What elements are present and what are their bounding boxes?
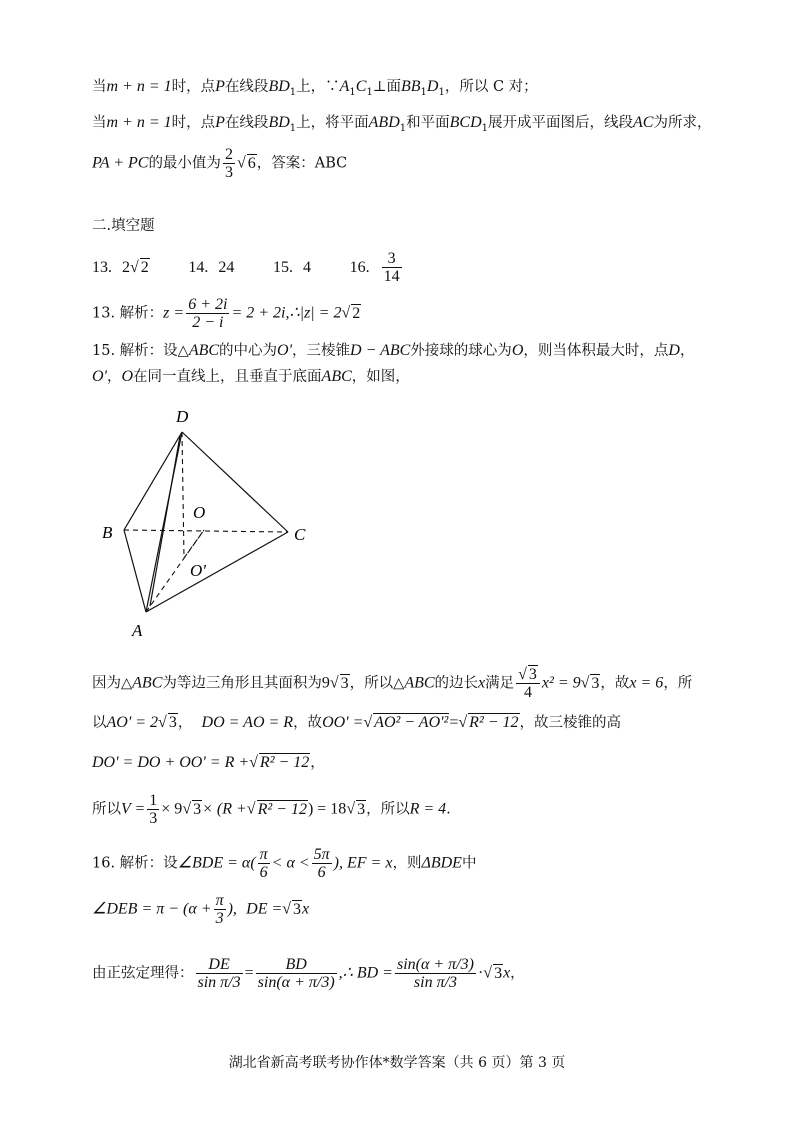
paragraph-2: 以AO' = 2√ 3， DO = AO = R，故OO' =√ AO² − AO'²=√ R² − 12，故三棱锥的高 [92,714,622,731]
pyramid-diagram [96,400,316,640]
solution-15-line-1: 15. 解析：设△ABC的中心为O'，三棱锥D − ABC外接球的球心为O，则当体积最大时，点D， [92,342,695,359]
sqrt-sign-icon: √ [130,258,139,276]
text-line-2: 当m + n = 1时，点P在线段$BD_1$上，将平面$ABD_1$和平面$BCD_1$展开成平面图后，线段AC为所求， [92,114,712,134]
sqrt-sign-icon: √ [249,754,258,771]
sqrt-sign-icon: √ [246,800,256,818]
sqrt-sign-icon: √ [363,714,373,731]
answer-15: 15. 4 [273,258,311,276]
edge-BC-hidden [124,530,288,532]
label-C: C [294,525,306,544]
answer-13: 13. 2√ 2 [92,258,149,276]
sqrt-sign-icon: √ [329,674,339,692]
paragraph-4: 所以V = $\frac{1}{3}$ × 9√ 3× (R +√ R² − 12) = 18√ 3，所以R = 4. [92,792,451,827]
height-DO1 [182,432,184,558]
solution-16-line-2: ∠DEB = π − (α + $\frac{\pi}{3}$ ), DE =√ 3x [92,892,310,927]
edge-DB [124,432,182,530]
sqrt-sign-icon: √ [580,674,590,692]
section-title: 二.填空题 [92,218,155,234]
solution-15-line-2: O'，O在同一直线上，且垂直于底面ABC，如图， [92,368,410,385]
label-O-prime: O' [190,561,206,580]
paragraph-1: 因为△ABC为等边三角形且其面积为9√ 3，所以△ABC的边长x满足 $\frac{√ 3}{4}$ x² = 9√ 3，故x = 6，所 [92,666,693,701]
answers-row [92,250,438,285]
label-B: B [102,523,113,542]
sqrt-sign-icon: √ [182,800,192,818]
paragraph-3: DO' = DO + OO' = R +√ R² − 12， [92,754,325,771]
answer-16: 16. $\frac{3}{14}$ [349,250,400,285]
label-A: A [132,621,143,640]
edge-DA [146,432,182,612]
edge-AC [146,532,288,612]
sqrt-sign-icon: √ [483,964,493,982]
sqrt-sign-icon: √ [458,714,468,731]
edge-BA [124,530,146,612]
sqrt-sign-icon: √ [346,800,356,818]
solution-16-line-1: 16. 解析：设∠BDE = α( $\frac{\pi}{6}$ < α < $\frac{5\pi}{6}$ ), EF = x，则ΔBDE中 [92,846,477,881]
sqrt-sign-icon: √ [158,714,167,731]
sqrt-sign-icon: √ [341,304,351,322]
label-O: O [193,503,206,522]
solution-16-line-3: 由正弦定理得： $\frac{DE}{\text{sin π/3}}$ = $\frac{BD}{\sin(\alpha + \pi/3)}$ ,∴ BD = $\frac{\sin(\alpha + \pi/3)}{\text{sin π/3}}$ ·√ 3x， [92,956,525,991]
fraction: $\frac{2}{3}$ [224,146,233,181]
label-D: D [176,407,189,426]
solution-13: 13. 解析：z = $\frac{6 + 2i}{2 - i}$ = 2 + 2i,∴|z| = 2√ 2 [92,296,361,331]
sqrt-sign-icon: √ [518,666,527,683]
text-line-1: 当m + n = 1时，点P在线段$BD_1$上，$\because A_1C_1\perp$面$BB_1D_1$，所以 C 对； [92,78,538,98]
sqrt-sign-icon: √ [282,900,292,918]
text-line-3: PA + PC的最小值为 $\frac{2}{3}$ √ 6，答案：ABC [92,146,348,181]
answer-14: 14. 24 [188,258,235,276]
sqrt-sign-icon: √ [236,154,246,172]
page-footer: 湖北省新高考联考协作体*数学答案（共 6 页）第 3 页 [228,1055,566,1071]
